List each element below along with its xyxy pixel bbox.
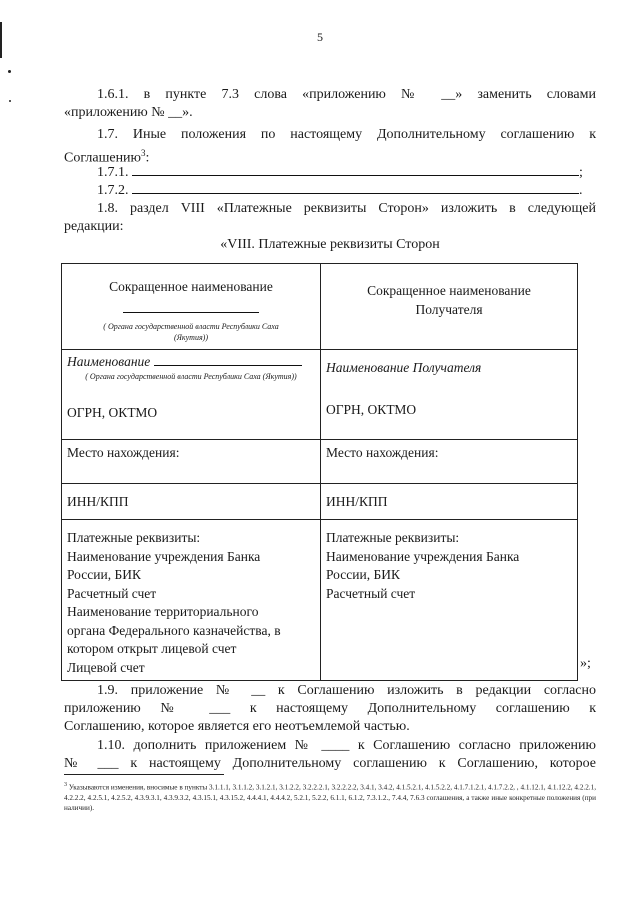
right-location: Место нахождения: bbox=[326, 445, 439, 460]
left-account: Расчетный счет bbox=[67, 585, 157, 601]
cell-left-inn bbox=[62, 484, 321, 520]
page-number: 5 bbox=[317, 30, 323, 44]
cell-right-name bbox=[321, 350, 578, 440]
cell-right-inn bbox=[321, 484, 578, 520]
cell-left-name bbox=[62, 350, 321, 440]
left-name-label: Наименование bbox=[67, 354, 151, 369]
section-heading: «VIII. Платежные реквизиты Сторон bbox=[220, 237, 440, 252]
left-bank-name: Наименование учреждения Банка bbox=[67, 548, 261, 564]
paragraph-1-10: 1.10. дополнить приложением № ____ к Соглашению согласно приложению bbox=[97, 738, 596, 753]
right-pay-title: Платежные реквизиты: bbox=[326, 530, 460, 545]
paragraph-1-7: 1.7. Иные положения по настоящему Дополнительному соглашению к bbox=[97, 127, 596, 142]
blank-line bbox=[123, 312, 259, 313]
paragraph-1-8: 1.8. раздел VIII «Платежные реквизиты Сторон» изложить в следующей bbox=[97, 201, 596, 216]
paragraph-1-9-end: Соглашению, которое является его неотъемлемой частью. bbox=[64, 719, 410, 734]
left-treasury-1: Наименование территориального bbox=[67, 604, 259, 619]
fill-in-line bbox=[132, 181, 579, 194]
footnote-mark: 3 bbox=[64, 782, 67, 788]
paragraph-1-6-1-cont: «приложению № __». bbox=[64, 105, 193, 120]
left-ogrn: ОГРН, ОКТМО bbox=[67, 404, 158, 420]
paragraph-1-9: 1.9. приложение № __ к Соглашению изложить в редакции согласно bbox=[97, 683, 596, 698]
left-org-note-2: ( Органа государственной власти Республики Саха (Якутия)) bbox=[85, 371, 297, 381]
paragraph-1-7-colon: : bbox=[145, 150, 150, 166]
payment-requisites-table bbox=[61, 263, 578, 681]
item-1-7-2-label: 1.7.2. bbox=[97, 183, 129, 198]
paragraph-1-6-1: 1.6.1. в пункте 7.3 слова «приложению № __» заменить словами bbox=[97, 87, 596, 102]
cell-left-location bbox=[62, 440, 321, 484]
left-personal-account: Лицевой счет bbox=[67, 659, 145, 675]
closing-quote: »; bbox=[580, 656, 591, 671]
left-treasury-3: котором открыт лицевой счет bbox=[67, 641, 237, 656]
blank-line bbox=[154, 365, 302, 366]
item-1-7-2 bbox=[64, 181, 596, 201]
right-short-name-2: Получателя bbox=[415, 301, 483, 317]
right-account: Расчетный счет bbox=[326, 585, 416, 601]
footnote-ref: 3 bbox=[141, 148, 146, 158]
item-1-7-1-label: 1.7.1. bbox=[97, 165, 129, 180]
left-pay-title: Платежные реквизиты: bbox=[67, 530, 201, 545]
item-1-7-1-end: ; bbox=[579, 165, 583, 180]
paragraph-1-10-cont: № ___ к настоящему Дополнительному соглашению к Соглашению, которое bbox=[64, 756, 596, 771]
left-org-note: ( Органа государственной власти Республики Саха (Якутия)) bbox=[103, 322, 279, 342]
paragraph-1-8-cont: редакции: bbox=[64, 219, 124, 234]
left-treasury-2: органа Федерального казначейства, в bbox=[67, 622, 281, 638]
footnote-text: Указываются изменения, вносимые в пункты 3.1.1.1, 3.1.1.2, 3.1.2.1, 3.1.2.2, 3.2.2.2.1, 3.2.2.2.2, 3.4.1, 3.4.2, 4.1.5.2.1, 4.1.5.2.2, 4.1.7.1.2.1, 4.1.7.2.2, , 4.1.12.1, 4.1.12.2, 4.2.2.1, 4.2.2.2, 4.2.5.1, 4.2.5.2, 4.3.9.3.1, 4.3.9.3.2, 4.3.15.1, 4.3.15.2, 4.4.4.1, 4.4.4.2, 5.2.1, 5.2.2, 6.1.1, 6.1.2, 7.3.1.2., 7.4.4, 7.6.3 соглашения, а также иные конкретные положения (при наличии). bbox=[64, 783, 596, 813]
right-bank-name: Наименование учреждения Банка bbox=[326, 548, 520, 564]
scan-mark-dot bbox=[8, 70, 11, 73]
cell-left-short-name bbox=[62, 264, 321, 350]
item-1-7-1 bbox=[64, 163, 596, 183]
paragraph-1-7-text: Соглашению bbox=[64, 150, 142, 166]
scan-mark-dot bbox=[9, 100, 11, 102]
left-short-name: Сокращенное наименование bbox=[109, 279, 273, 294]
right-inn: ИНН/КПП bbox=[326, 494, 388, 509]
footnote-divider bbox=[64, 774, 224, 775]
left-bank-bik: России, БИК bbox=[67, 567, 141, 582]
paragraph-1-9-cont: приложению № ___ к настоящему Дополнительному соглашению к bbox=[64, 701, 596, 716]
left-location: Место нахождения: bbox=[67, 445, 180, 460]
cell-right-location bbox=[321, 440, 578, 484]
fill-in-line bbox=[132, 163, 579, 176]
left-inn: ИНН/КПП bbox=[67, 494, 129, 509]
footnote bbox=[64, 780, 596, 814]
item-1-7-2-end: . bbox=[579, 183, 583, 198]
right-short-name-1: Сокращенное наименование bbox=[367, 283, 531, 298]
cell-right-short-name bbox=[321, 264, 578, 350]
right-bank-bik: России, БИК bbox=[326, 567, 400, 582]
right-ogrn: ОГРН, ОКТМО bbox=[326, 401, 417, 417]
right-name-label: Наименование Получателя bbox=[326, 360, 482, 375]
cell-left-payment bbox=[62, 520, 321, 681]
cell-right-payment bbox=[321, 520, 578, 681]
